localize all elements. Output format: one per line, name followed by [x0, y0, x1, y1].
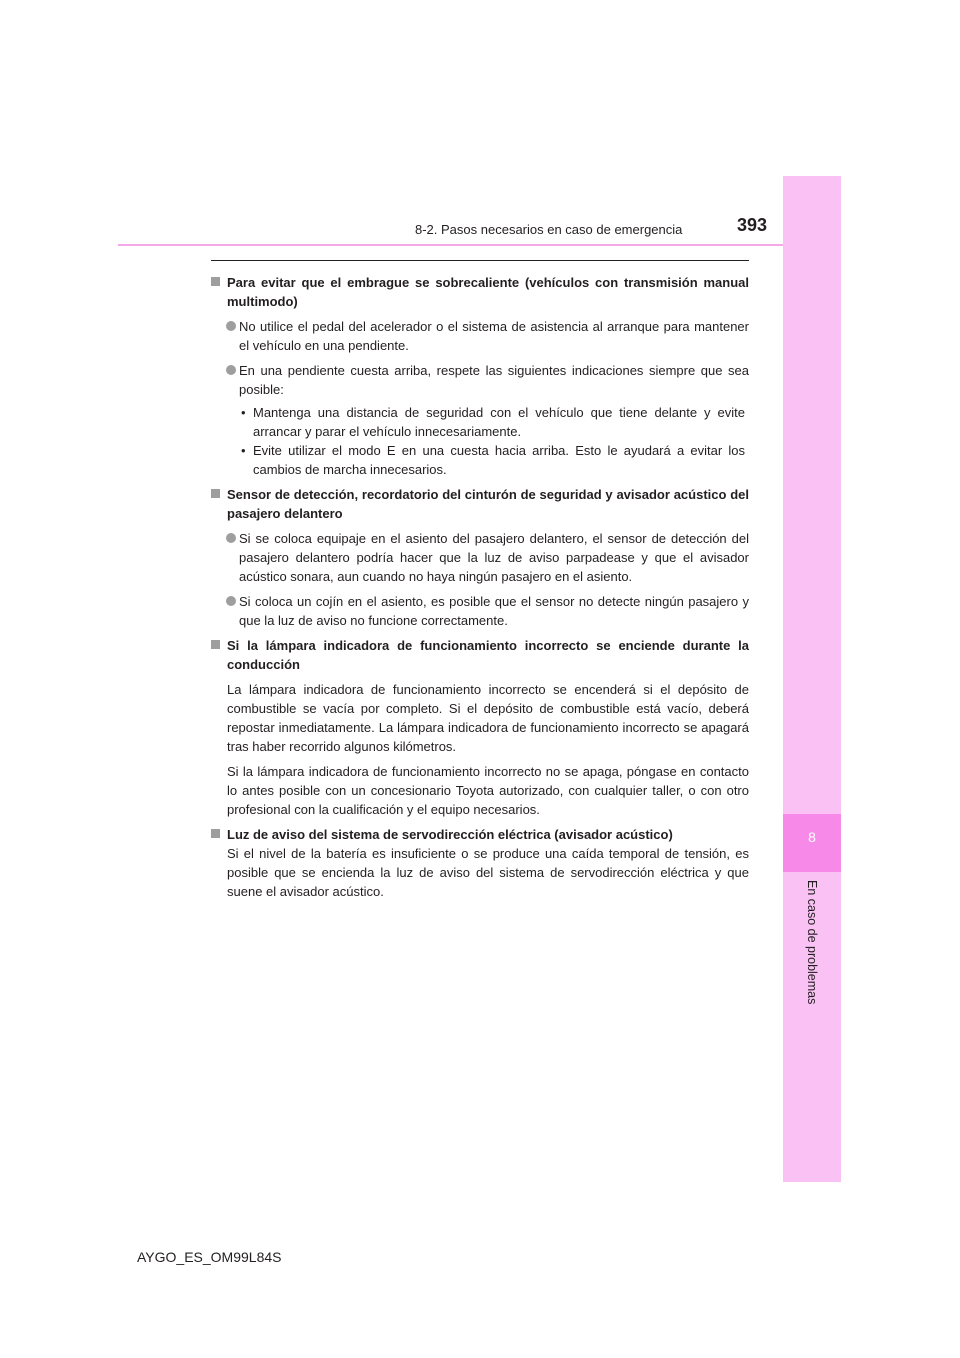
list-item [211, 361, 749, 399]
list-item-text: Si se coloca equipaje en el asiento del pasajero delantero, el sensor de detección del pasajero delantero podría hacer que la luz de aviso parpadease y que el avisador acústico sonara, aun cuando no haya ningún pasajero en el asiento. [239, 531, 749, 584]
square-bullet-icon [211, 829, 220, 838]
list-item-text: En una pendiente cuesta arriba, respete las siguientes indicaciones siempre que sea posible: [239, 363, 749, 397]
body-paragraph: Si el nivel de la batería es insuficiente o se produce una caída temporal de tensión, es posible que se encienda la luz de aviso del sistema de servodirección eléctrica y que suene el avisador acústico. [227, 846, 749, 899]
circle-bullet-icon [226, 533, 236, 543]
chapter-title: En caso de problemas [805, 880, 819, 1005]
list-item [211, 317, 749, 355]
chapter-number: 8 [808, 829, 816, 845]
body-paragraph: Si la lámpara indicadora de funcionamiento incorrecto no se apaga, póngase en contacto lo antes posible con un concesionario Toyota autorizado, con cualquier taller, o con otro profesional con la cualificación y el equipo necesarios. [227, 764, 749, 817]
sub-list-item [211, 403, 749, 441]
list-item-text: Si coloca un cojín en el asiento, es posible que el sensor no detecte ningún pasajero y que la luz de aviso no funcione correctamente. [239, 594, 749, 628]
section-heading [211, 636, 749, 674]
section-heading-text: Para evitar que el embrague se sobrecaliente (vehículos con transmisión manual multimodo) [227, 275, 749, 309]
content-top-rule [211, 260, 749, 261]
square-bullet-icon [211, 489, 220, 498]
list-item [211, 529, 749, 586]
list-item [211, 592, 749, 630]
sub-list-item [211, 441, 749, 479]
sub-list-item-text: Mantenga una distancia de seguridad con el vehículo que tiene delante y evite arrancar y parar el vehículo innecesariamente. [253, 405, 745, 439]
document-code: AYGO_ES_OM99L84S [137, 1249, 282, 1265]
section-heading-text: Luz de aviso del sistema de servodirección eléctrica (avisador acústico) [227, 827, 673, 842]
dot-bullet-icon: • [241, 405, 246, 420]
circle-bullet-icon [226, 365, 236, 375]
body-paragraph: La lámpara indicadora de funcionamiento incorrecto se encenderá si el depósito de combustible se vacía por completo. Si el depósito de combustible está vacío, deberá repostar inmediatamente. La lámpara indicadora de funcionamiento incorrecto se apagará tras haber recorrido algunos kilómetros. [227, 682, 749, 754]
page-number: 393 [737, 215, 768, 235]
main-content [211, 267, 749, 901]
header-divider [118, 244, 841, 246]
sub-list-item-text: Evite utilizar el modo E en una cuesta hacia arriba. Esto le ayudará a evitar los cambios de marcha innecesarios. [253, 443, 745, 477]
section-heading-text: Sensor de detección, recordatorio del cinturón de seguridad y avisador acústico del pasajero delantero [227, 487, 749, 521]
circle-bullet-icon [226, 321, 236, 331]
square-bullet-icon [211, 277, 220, 286]
list-item-text: No utilice el pedal del acelerador o el sistema de asistencia al arranque para mantener el vehículo en una pendiente. [239, 319, 749, 353]
header-section-title: 8-2. Pasos necesarios en caso de emergencia [415, 222, 683, 237]
circle-bullet-icon [226, 596, 236, 606]
section-heading [211, 485, 749, 523]
dot-bullet-icon: • [241, 443, 246, 458]
section-heading [211, 825, 749, 844]
chapter-side-tab [783, 176, 841, 1182]
square-bullet-icon [211, 640, 220, 649]
section-heading-text: Si la lámpara indicadora de funcionamiento incorrecto se enciende durante la conducción [227, 638, 749, 672]
section-heading [211, 273, 749, 311]
